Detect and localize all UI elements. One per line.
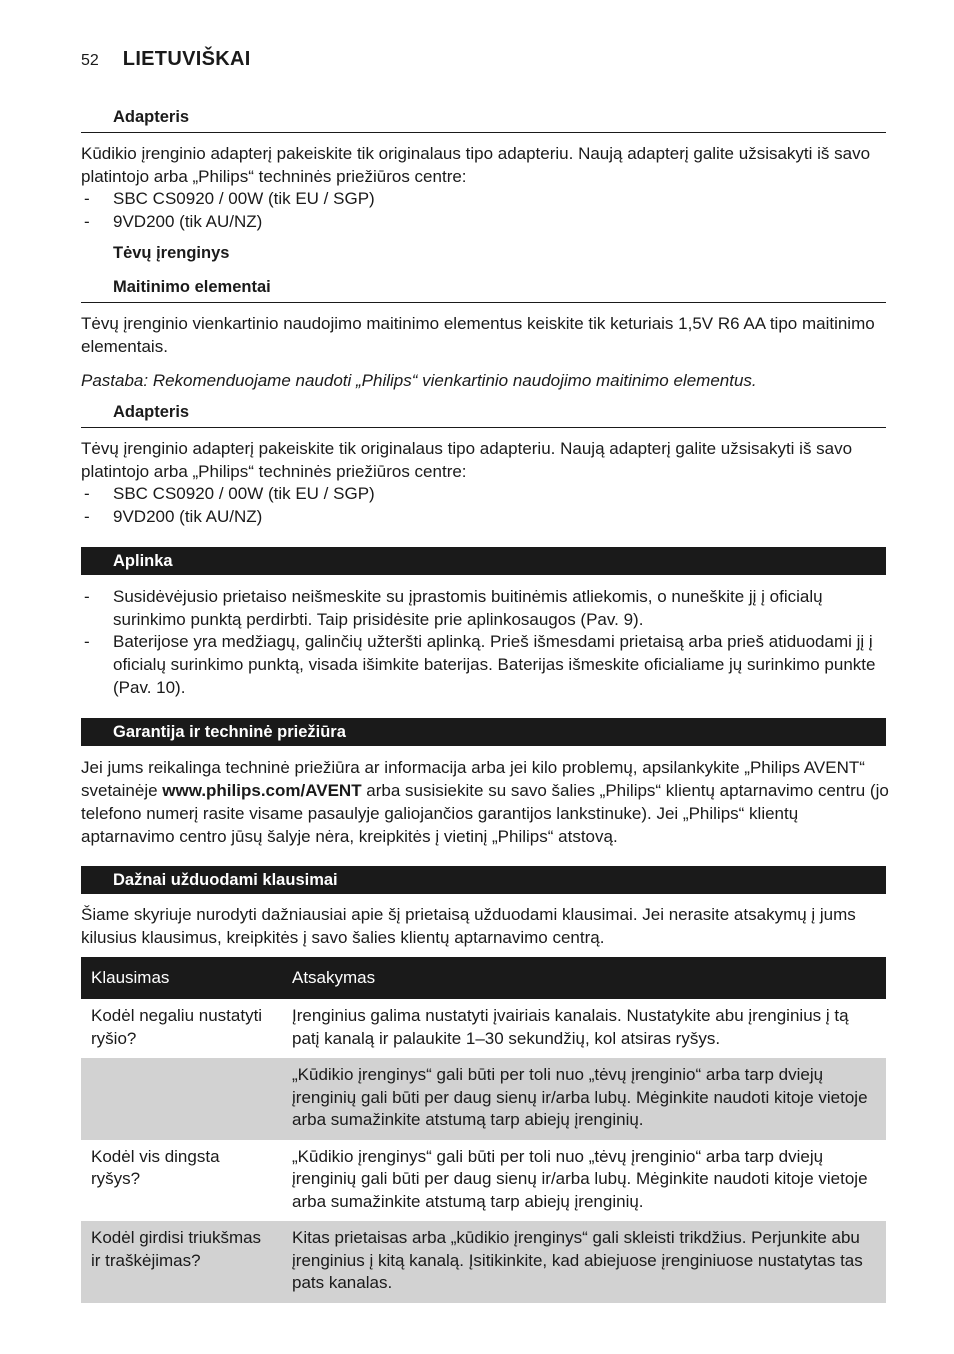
section-heading-adapter-baby: Adapteris	[113, 108, 190, 126]
page-number: 52	[81, 52, 99, 69]
question-cell: Kodėl negaliu nustatyti ryšio?	[91, 1006, 263, 1048]
language-title: LIETUVIŠKAI	[122, 48, 251, 70]
answer-cell: „Kūdikio įrenginys“ gali būti per toli nuo „tėvų įrenginio“ arba tarp dviejų įrenginių gali būti per daug sienų ir/arba lubų. Mėginkite naudoti kitoje vietoje arba sumažinkite atstumą tarp abiejų įrenginių.	[292, 1146, 868, 1211]
paragraph-faq-intro: Šiame skyriuje nurodyti dažniausiai apie šį prietaisą užduodami klausimai. Jei nerasite atsakymų į jums kilusius klausimus, kreipkitės į savo šalies klientų aptarnavimo centrą.	[81, 905, 856, 947]
divider	[81, 132, 886, 133]
list-item: - Baterijose yra medžiagų, galinčių užteršti aplinką. Prieš išmesdami prietaisą arba prieš atiduodami jį į oficialų surinkimo punktą, visada išimkite baterijas. Baterijas išmeskite oficialiame jų surinkimo punkte (Pav. 10).	[84, 632, 876, 697]
section-bar-environment: Aplinka	[81, 547, 886, 575]
question-cell: Kodėl vis dingsta ryšys?	[91, 1146, 220, 1188]
column-header-question: Klausimas	[81, 957, 282, 999]
table-row	[81, 1058, 886, 1140]
website-link[interactable]: www.philips.com/AVENT	[162, 781, 362, 800]
section-bar-warranty: Garantija ir techninė priežiūra	[81, 718, 886, 746]
list-item: - 9VD200 (tik AU/NZ)	[84, 212, 263, 231]
answer-cell: „Kūdikio įrenginys“ gali būti per toli nuo „tėvų įrenginio“ arba tarp dviejų įrenginių gali būti per daug sienų ir/arba lubų. Mėginkite naudoti kitoje vietoje arba sumažinkite atstumą tarp abiejų įrenginių.	[282, 1058, 886, 1140]
column-header-answer: Atsakymas	[282, 957, 886, 999]
table-row	[81, 1140, 886, 1222]
answer-cell: Kitas prietaisas arba „kūdikio įrenginys“ gali skleisti trikdžius. Perjunkite abu įrenginius į kitą kanalą. Įsitikinkite, kad abiejuose įrenginiuose nustatytas tas pats kanalas.	[282, 1221, 886, 1303]
divider	[81, 427, 886, 428]
list-item: - Susidėvėjusio prietaiso neišmeskite su įprastomis buitinėmis atliekomis, o nuneškite jį į oficialų surinkimo punktą perdirbti. Taip prisidėsite prie aplinkosaugos (Pav. 9).	[84, 587, 823, 629]
paragraph-warranty: Jei jums reikalinga techninė priežiūra ar informacija arba jei kilo problemų, apsilankykite „Philips AVENT“ svetainėje www.philips.com/AVENT arba susisiekite su savo šalies „Philips“ klientų aptarnavimo centru (jo telefono numerį rasite visame pasaulyje galiojančios garantijos lankstinuke). Jei „Philips“ klientų aptarnavimo centro jūsų šalyje nėra, kreipkitės į vietinį „Philips“ atstovą.	[81, 758, 889, 846]
section-heading-batteries: Maitinimo elementai	[113, 278, 271, 296]
table-header-row	[81, 957, 886, 999]
paragraph-adapter-baby: Kūdikio įrenginio adapterį pakeiskite tik originalaus tipo adapteriu. Naują adapterį galite užsisakyti iš savo platintojo arba „Philips“ techninės priežiūros centre:	[81, 144, 871, 186]
page-header	[81, 48, 251, 71]
table-row	[81, 999, 886, 1058]
paragraph-adapter-parent: Tėvų įrenginio adapterį pakeiskite tik originalaus tipo adapteriu. Naują adapterį galite užsisakyti iš savo platintojo arba „Philips“ techninės priežiūros centre:	[81, 439, 853, 481]
paragraph-batteries: Tėvų įrenginio vienkartinio naudojimo maitinimo elementus keiskite tik keturiais 1,5V R6 AA tipo maitinimo elementais.	[81, 314, 875, 356]
answer-cell: Įrenginius galima nustatyti įvairiais kanalais. Nustatykite abu įrenginius į tą patį kanalą ir palaukite 1–30 sekundžių, kol atsiras ryšys.	[292, 1006, 849, 1048]
question-cell: Kodėl girdisi triukšmas ir traškėjimas?	[81, 1221, 282, 1303]
table-row	[81, 1221, 886, 1303]
list-item: - SBC CS0920 / 00W (tik EU / SGP)	[84, 484, 375, 503]
note-batteries: Pastaba: Rekomenduojame naudoti „Philips“ vienkartinio naudojimo maitinimo elementus.	[81, 371, 757, 390]
faq-table	[81, 957, 886, 1303]
divider	[81, 302, 886, 303]
list-item: - 9VD200 (tik AU/NZ)	[84, 507, 263, 526]
section-heading-adapter-parent: Adapteris	[113, 403, 190, 421]
section-heading-parent-unit: Tėvų įrenginys	[113, 244, 230, 262]
section-bar-faq: Dažnai užduodami klausimai	[81, 866, 886, 894]
list-item: - SBC CS0920 / 00W (tik EU / SGP)	[84, 189, 375, 208]
question-cell	[81, 1058, 282, 1140]
